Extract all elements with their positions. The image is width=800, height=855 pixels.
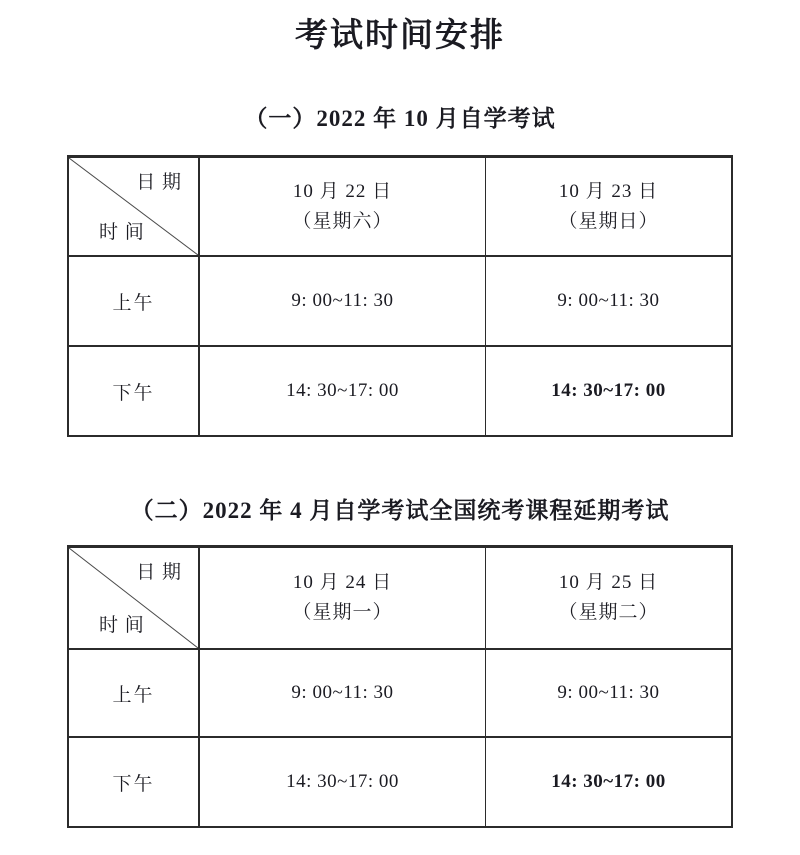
corner-time-label: 时 间 <box>99 615 145 636</box>
corner-date-label: 日 期 <box>136 172 182 193</box>
table1-morning-time-1: 9: 00~11: 30 <box>198 255 485 345</box>
table1-morning-time-2: 9: 00~11: 30 <box>485 255 731 345</box>
exam-table-october <box>67 155 733 437</box>
table1-afternoon-time-2: 14: 30~17: 00 <box>485 345 731 435</box>
table2-morning-time-2: 9: 00~11: 30 <box>485 648 731 736</box>
weekday-text: （星期二） <box>558 602 659 623</box>
date-text: 10 月 22 日 <box>292 180 393 202</box>
table1-date-header-1 <box>198 158 485 255</box>
weekday-text: （星期一） <box>292 602 393 623</box>
weekday-text: （星期日） <box>558 210 659 232</box>
row-label-morning: 上午 <box>69 255 198 345</box>
table1-corner-cell <box>69 158 198 255</box>
table2-date-header-1 <box>198 548 485 648</box>
table2-afternoon-time-1: 14: 30~17: 00 <box>198 736 485 826</box>
row-label-afternoon: 下午 <box>69 345 198 435</box>
date-text: 10 月 23 日 <box>558 180 659 202</box>
row-label-morning: 上午 <box>69 648 198 736</box>
table2-caption: （二）2022 年 4 月自学考试全国统考课程延期考试 <box>130 498 670 523</box>
page-title: 考试时间安排 <box>295 18 505 54</box>
table2-morning-time-1: 9: 00~11: 30 <box>198 648 485 736</box>
row-label-afternoon: 下午 <box>69 736 198 826</box>
date-text: 10 月 25 日 <box>558 572 659 593</box>
table2-date-header-2 <box>485 548 731 648</box>
table2-corner-cell <box>69 548 198 648</box>
table1-date-header-2 <box>485 158 731 255</box>
table1-caption: （一）2022 年 10 月自学考试 <box>244 106 556 131</box>
weekday-text: （星期六） <box>292 210 393 232</box>
corner-date-label: 日 期 <box>136 562 182 583</box>
table1-afternoon-time-1: 14: 30~17: 00 <box>198 345 485 435</box>
exam-table-deferred <box>67 545 733 828</box>
date-text: 10 月 24 日 <box>292 572 393 593</box>
corner-time-label: 时 间 <box>99 222 145 243</box>
table2-afternoon-time-2: 14: 30~17: 00 <box>485 736 731 826</box>
